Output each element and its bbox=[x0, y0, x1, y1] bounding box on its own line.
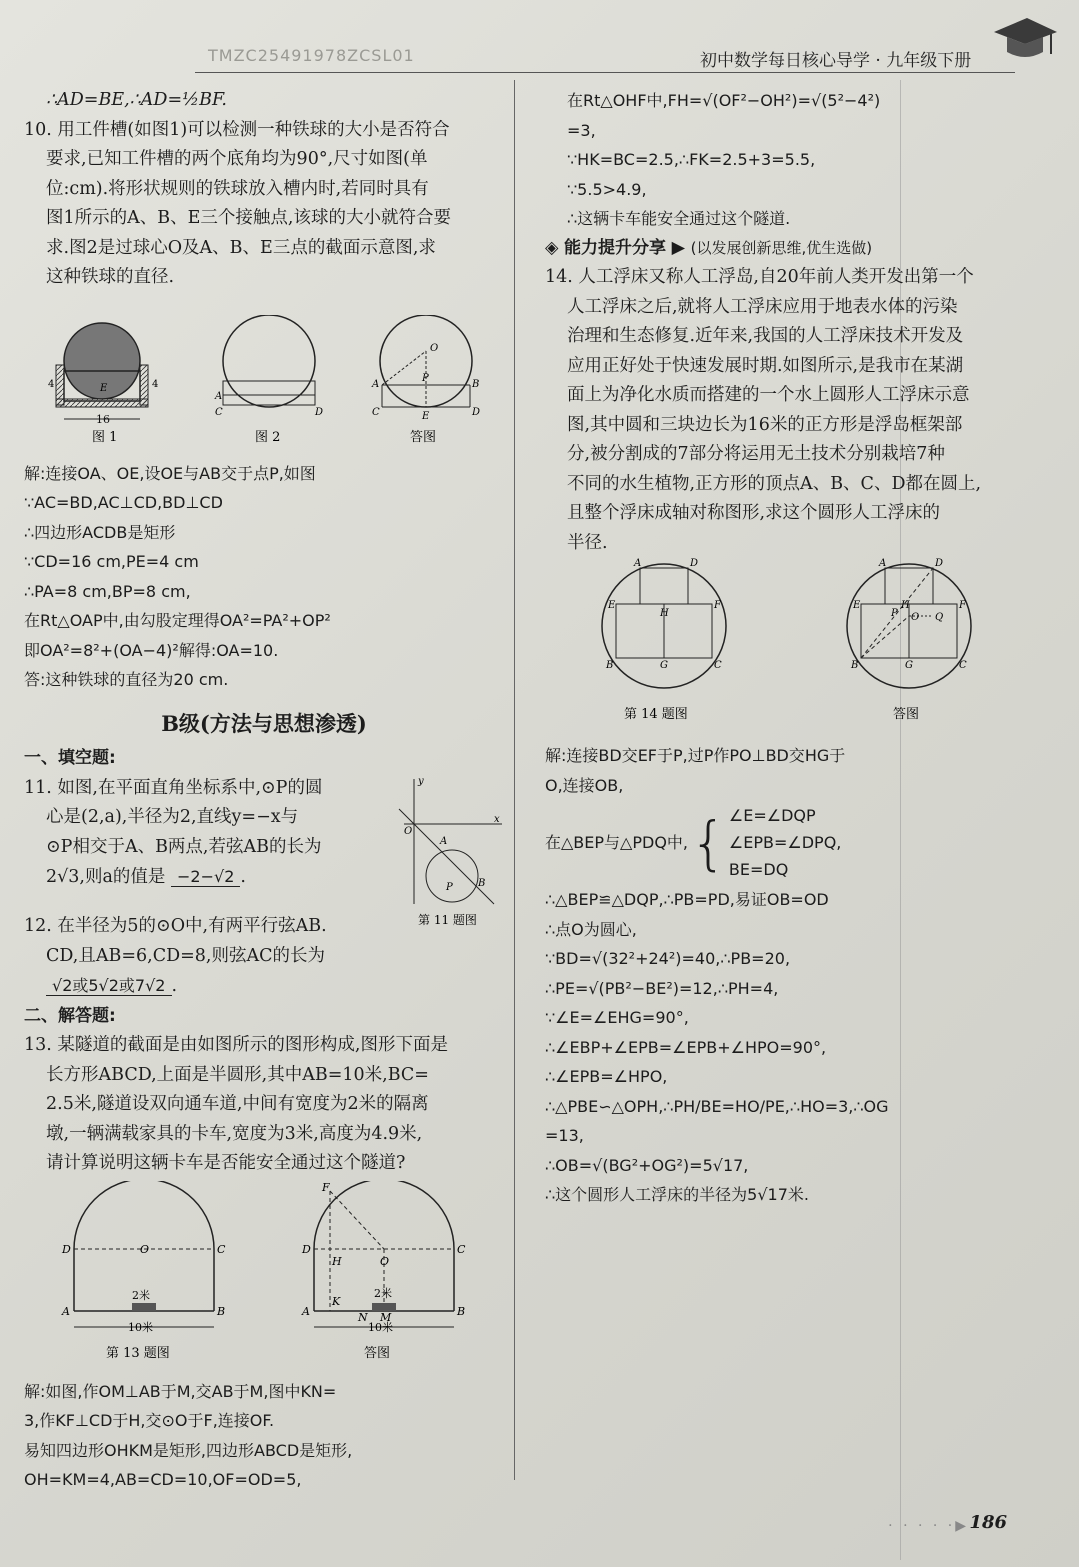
question-12: 12. 在半径为5的⊙O中,有两平行弦AB. CD,且AB=6,CD=8,则弦AC的长为 √2或5√2或7√2 . bbox=[24, 912, 504, 1002]
dim-4-right: 4 bbox=[152, 379, 159, 390]
page-dots: · · · · ·▶ bbox=[888, 1518, 969, 1534]
q14-line: 半径. bbox=[567, 532, 608, 553]
fill-in-title: 一、填空题: bbox=[24, 748, 116, 768]
svg-text:O: O bbox=[404, 825, 413, 837]
q10-line: 10. 用工件槽(如图1)可以检测一种铁球的大小是否符合 bbox=[24, 119, 450, 140]
figure-1-drawing bbox=[42, 315, 172, 443]
question-10 bbox=[24, 116, 504, 293]
svg-text:C: C bbox=[958, 659, 967, 671]
ability-subtitle: (以发展创新思维,优生选做) bbox=[690, 238, 873, 257]
sol10-line: ∵AC=BD,AC⊥CD,BD⊥CD bbox=[24, 493, 223, 512]
q13-answer-figure bbox=[294, 1181, 474, 1373]
q10-line: 求.图2是过球心O及A、B、E三点的截面示意图,求 bbox=[46, 237, 436, 258]
svg-text:N: N bbox=[358, 1311, 368, 1324]
q12-line: CD,且AB=6,CD=8,则弦AC的长为 bbox=[46, 945, 326, 966]
brace-prefix: 在△BEP与△PDQ中, bbox=[545, 832, 688, 852]
figure-2 bbox=[209, 315, 329, 455]
q12-line: 12. 在半径为5的⊙O中,有两平行弦AB. bbox=[24, 916, 327, 936]
figure-1 bbox=[42, 315, 172, 455]
svg-text:E: E bbox=[607, 599, 615, 611]
arrow-icon: ▶ bbox=[671, 237, 686, 258]
brace-icon: { bbox=[690, 808, 727, 877]
q13-line: 墩,一辆满载家具的卡车,宽度为3米,高度为4.9米, bbox=[46, 1123, 423, 1144]
right-column bbox=[545, 86, 1035, 1210]
sol14b-line: =13, bbox=[545, 1126, 584, 1145]
line-ad-be: ∴AD=BE,∴AD=½BF. bbox=[46, 90, 227, 110]
sol14b-line: ∴这个圆形人工浮床的半径为5√17米. bbox=[545, 1185, 810, 1204]
svg-text:D: D bbox=[689, 557, 698, 569]
q13-figure-drawing bbox=[54, 1181, 234, 1361]
svg-text:C: C bbox=[214, 407, 223, 418]
answer-figure-caption: 答图 bbox=[409, 430, 436, 443]
svg-text:E: E bbox=[421, 411, 429, 422]
svg-text:C: C bbox=[457, 1243, 466, 1256]
answer-figure-10-drawing bbox=[366, 315, 486, 443]
q13-figure bbox=[54, 1181, 234, 1373]
book-title: 初中数学每日核心导学 · 九年级下册 bbox=[700, 51, 972, 71]
svg-text:O: O bbox=[140, 1243, 150, 1256]
figure-2-drawing bbox=[209, 315, 329, 443]
svg-text:O: O bbox=[380, 1255, 390, 1268]
svg-text:F: F bbox=[322, 1181, 330, 1194]
q14-line: 图,其中圆和三块边长为16米的正方形是浮岛框架部 bbox=[567, 414, 963, 435]
brace-line: ∠EPB=∠DPQ, bbox=[728, 833, 842, 852]
sol13c-line: =3, bbox=[567, 120, 596, 140]
sol10-line: 在Rt△OAP中,由勾股定理得OA²=PA²+OP² bbox=[24, 611, 331, 630]
sol10-line: ∴PA=8 cm,BP=8 cm, bbox=[24, 581, 191, 601]
q14-line: 应用正好处于快速发展时期.如图所示,是我市在某湖 bbox=[567, 355, 964, 376]
svg-text:B: B bbox=[471, 379, 479, 390]
q13-line: 请计算说明这辆卡车是否能安全通过这个隧道? bbox=[46, 1153, 406, 1173]
svg-text:P: P bbox=[421, 373, 429, 384]
svg-text:B: B bbox=[478, 877, 486, 889]
q11-figure bbox=[394, 774, 504, 941]
sol14b-line: ∴∠EBP+∠EPB=∠EPB+∠HPO=90°, bbox=[545, 1037, 827, 1057]
svg-text:D: D bbox=[62, 1243, 71, 1256]
sol13-line: 3,作KF⊥CD于H,交⊙O于F,连接OF. bbox=[24, 1411, 275, 1430]
svg-text:x: x bbox=[494, 813, 500, 825]
q11-line: 11. 如图,在平面直角坐标系中,⊙P的圆 bbox=[24, 777, 323, 798]
brace-line: BE=DQ bbox=[728, 860, 789, 879]
svg-text:y: y bbox=[418, 775, 424, 787]
solve-title: 二、解答题: bbox=[24, 1005, 116, 1026]
svg-text:P: P bbox=[890, 607, 898, 619]
sol14b-line: ∴OB=√(BG²+OG²)=5√17, bbox=[545, 1155, 749, 1175]
book-code: TMZC25491978ZCSL01 bbox=[208, 46, 415, 65]
svg-text:B: B bbox=[850, 659, 858, 671]
q13-figure-caption: 第 13 题图 bbox=[106, 1346, 170, 1361]
svg-text:M: M bbox=[380, 1311, 392, 1324]
sol14b-line: ∴∠EPB=∠HPO, bbox=[545, 1067, 668, 1086]
page-number: 186 bbox=[969, 1512, 1007, 1533]
sol10-line: ∵CD=16 cm,PE=4 cm bbox=[24, 552, 199, 571]
solution-10 bbox=[24, 459, 504, 695]
column-divider bbox=[514, 80, 515, 1480]
section-b-title: B级(方法与思想渗透) bbox=[161, 710, 367, 736]
sol14-line: O,连接OB, bbox=[545, 775, 624, 795]
svg-text:H: H bbox=[332, 1255, 342, 1268]
sol14-line: 解:连接BD交EF于P,过P作PO⊥BD交HG于 bbox=[545, 746, 846, 765]
svg-text:A: A bbox=[440, 835, 448, 847]
sol14b-line: ∴PE=√(PB²−BE²)=12,∴PH=4, bbox=[545, 978, 779, 998]
congruence-system bbox=[545, 802, 1035, 883]
brace-line: ∠E=∠DQP bbox=[728, 806, 816, 825]
q11-figure-drawing bbox=[394, 774, 504, 929]
svg-text:A: A bbox=[633, 557, 641, 569]
svg-text:F: F bbox=[713, 599, 721, 611]
svg-text:E: E bbox=[852, 599, 860, 611]
q14-line: 面上为净化水质而搭建的一个水上圆形人工浮床示意 bbox=[567, 385, 970, 405]
svg-text:E: E bbox=[100, 383, 108, 394]
sol10-line: 解:连接OA、OE,设OE与AB交于点P,如图 bbox=[24, 463, 316, 483]
question-14 bbox=[545, 263, 1035, 558]
svg-text:H: H bbox=[900, 599, 910, 611]
svg-text:C: C bbox=[371, 407, 380, 418]
q10-line: 这种铁球的直径. bbox=[46, 267, 175, 287]
sol10-line: 答:这种铁球的直径为20 cm. bbox=[24, 670, 229, 689]
q10-line: 位:cm).将形状规则的铁球放入槽内时,若同时具有 bbox=[46, 178, 429, 199]
sol14b-line: ∵BD=√(32²+24²)=40,∴PB=20, bbox=[545, 949, 791, 968]
svg-text:D: D bbox=[302, 1243, 311, 1256]
svg-text:A: A bbox=[302, 1305, 310, 1318]
svg-text:A: A bbox=[214, 391, 223, 402]
question-11: 11. 如图,在平面直角坐标系中,⊙P的圆 心是(2,a),半径为2,直线y=−x与 ⊙P相交于A、B两点,若弦AB的长为 2√3,则a的值是 −2−√2 . y x O A B P 第 11 题图 bbox=[24, 774, 504, 941]
q14-answer-caption: 答图 bbox=[892, 706, 919, 722]
sol14b-line: ∴△PBE∽△OPH,∴PH/BE=HO/PE,∴HO=3,∴OG bbox=[545, 1096, 889, 1116]
q13-answer-caption: 答图 bbox=[364, 1346, 391, 1361]
svg-text:G: G bbox=[904, 659, 913, 671]
page-header bbox=[0, 42, 1079, 72]
dim-16: 16 bbox=[96, 413, 111, 426]
sol14b-line: ∵∠E=∠EHG=90°, bbox=[545, 1008, 689, 1027]
q11-line: ⊙P相交于A、B两点,若弦AB的长为 bbox=[46, 836, 322, 857]
svg-text:A: A bbox=[371, 379, 379, 390]
svg-text:C: C bbox=[217, 1243, 226, 1256]
q14-figure-drawing bbox=[598, 556, 738, 726]
answer-figure-10 bbox=[366, 315, 486, 455]
sol14b-line: ∴点O为圆心, bbox=[545, 919, 637, 939]
graduation-cap-icon bbox=[989, 12, 1059, 72]
q14-line: 14. 人工浮床又称人工浮岛,自20年前人类开发出第一个 bbox=[545, 267, 974, 287]
q14-figures bbox=[545, 557, 1035, 737]
sol14b-line: ∴△BEP≌△DQP,∴PB=PD,易证OB=OD bbox=[545, 890, 829, 909]
ability-title: 能力提升分享 bbox=[564, 237, 667, 258]
header-rule bbox=[195, 72, 1015, 73]
svg-text:G: G bbox=[659, 659, 668, 671]
q12-answer: √2或5√2或7√2 bbox=[46, 976, 172, 996]
svg-text:C: C bbox=[713, 659, 722, 671]
q11-figure-caption: 第 11 题图 bbox=[418, 912, 477, 927]
q14-line: 治理和生态修复.近年来,我国的人工浮床技术开发及 bbox=[567, 326, 964, 346]
q13-line: 13. 某隧道的截面是由如图所示的图形构成,图形下面是 bbox=[24, 1035, 448, 1055]
q14-line: 人工浮床之后,就将人工浮床应用于地表水体的污染 bbox=[567, 296, 958, 317]
svg-text:B: B bbox=[457, 1305, 466, 1318]
svg-text:D: D bbox=[314, 407, 324, 418]
q13-m-label: 2米 bbox=[132, 1289, 150, 1302]
figure-1-caption: 图 1 bbox=[92, 430, 118, 443]
question-13 bbox=[24, 1031, 504, 1179]
q14-answer-figure bbox=[843, 556, 983, 738]
svg-text:K: K bbox=[332, 1295, 341, 1308]
diamond-icon: ◈ bbox=[545, 237, 559, 258]
q14-figure-caption: 第 14 题图 bbox=[623, 706, 688, 722]
figure-2-caption: 图 2 bbox=[254, 430, 281, 443]
solution-13-continued bbox=[545, 86, 1035, 234]
sol13c-line: ∴这辆卡车能安全通过这个隧道. bbox=[567, 209, 791, 228]
svg-text:A: A bbox=[62, 1305, 70, 1318]
q14-line: 分,被分割成的7部分将运用无土技术分别栽培7种 bbox=[567, 444, 945, 464]
sol10-line: ∴四边形ACDB是矩形 bbox=[24, 522, 176, 542]
svg-text:P: P bbox=[446, 881, 453, 893]
sol13c-line: 在Rt△OHF中,FH=√(OF²−OH²)=√(5²−4²) bbox=[567, 91, 881, 110]
q13-ans-width-label: 10米 bbox=[368, 1321, 393, 1334]
q14-figure bbox=[598, 556, 738, 738]
q14-line: 不同的水生植物,正方形的顶点A、B、C、D都在圆上, bbox=[567, 473, 982, 494]
sol13-line: 易知四边形OHKM是矩形,四边形ABCD是矩形, bbox=[24, 1440, 353, 1460]
sol13c-line: ∵5.5>4.9, bbox=[567, 179, 647, 199]
svg-text:B: B bbox=[605, 659, 613, 671]
q10-line: 图1所示的A、B、E三个接触点,该球的大小就符合要 bbox=[46, 208, 451, 228]
solution-14 bbox=[545, 741, 1035, 1210]
q11-answer: −2−√2 bbox=[171, 867, 240, 887]
svg-text:Q: Q bbox=[934, 611, 943, 623]
svg-text:F: F bbox=[958, 599, 966, 611]
svg-text:D: D bbox=[471, 407, 480, 418]
sol10-line: 即OA²=8²+(OA−4)²解得:OA=10. bbox=[24, 640, 279, 660]
ability-heading bbox=[545, 234, 1035, 264]
svg-text:O: O bbox=[429, 343, 438, 354]
left-column bbox=[24, 86, 504, 1495]
q14-answer-figure-drawing bbox=[843, 556, 983, 726]
svg-text:O: O bbox=[910, 611, 919, 623]
q13-answer-figure-drawing bbox=[294, 1181, 474, 1361]
q11-line: 心是(2,a),半径为2,直线y=−x与 bbox=[46, 807, 299, 827]
sol13c-line: ∵HK=BC=2.5,∴FK=2.5+3=5.5, bbox=[567, 150, 816, 169]
q10-figures bbox=[24, 297, 504, 455]
q13-figures bbox=[24, 1183, 504, 1373]
dim-4-left: 4 bbox=[48, 379, 55, 390]
q14-line: 且整个浮床成轴对称图形,求这个圆形人工浮床的 bbox=[567, 503, 941, 523]
q13-line: 2.5米,隧道设双向通车道,中间有宽度为2米的隔离 bbox=[46, 1094, 429, 1114]
svg-text:A: A bbox=[878, 557, 886, 569]
svg-text:D: D bbox=[934, 557, 943, 569]
q13-line: 长方形ABCD,上面是半圆形,其中AB=10米,BC= bbox=[46, 1064, 429, 1085]
q13-ans-m-label: 2米 bbox=[374, 1287, 392, 1300]
sol13-line: OH=KM=4,AB=CD=10,OF=OD=5, bbox=[24, 1470, 302, 1489]
svg-text:B: B bbox=[217, 1305, 226, 1318]
q10-line: 要求,已知工件槽的两个底角均为90°,尺寸如图(单 bbox=[46, 149, 428, 169]
q13-width-label: 10米 bbox=[128, 1321, 153, 1334]
solution-13 bbox=[24, 1377, 504, 1495]
sol13-line: 解:如图,作OM⊥AB于M,交AB于M,图中KN= bbox=[24, 1381, 337, 1401]
svg-text:H: H bbox=[659, 607, 669, 619]
q11-line: 2√3,则a的值是 bbox=[46, 867, 166, 887]
